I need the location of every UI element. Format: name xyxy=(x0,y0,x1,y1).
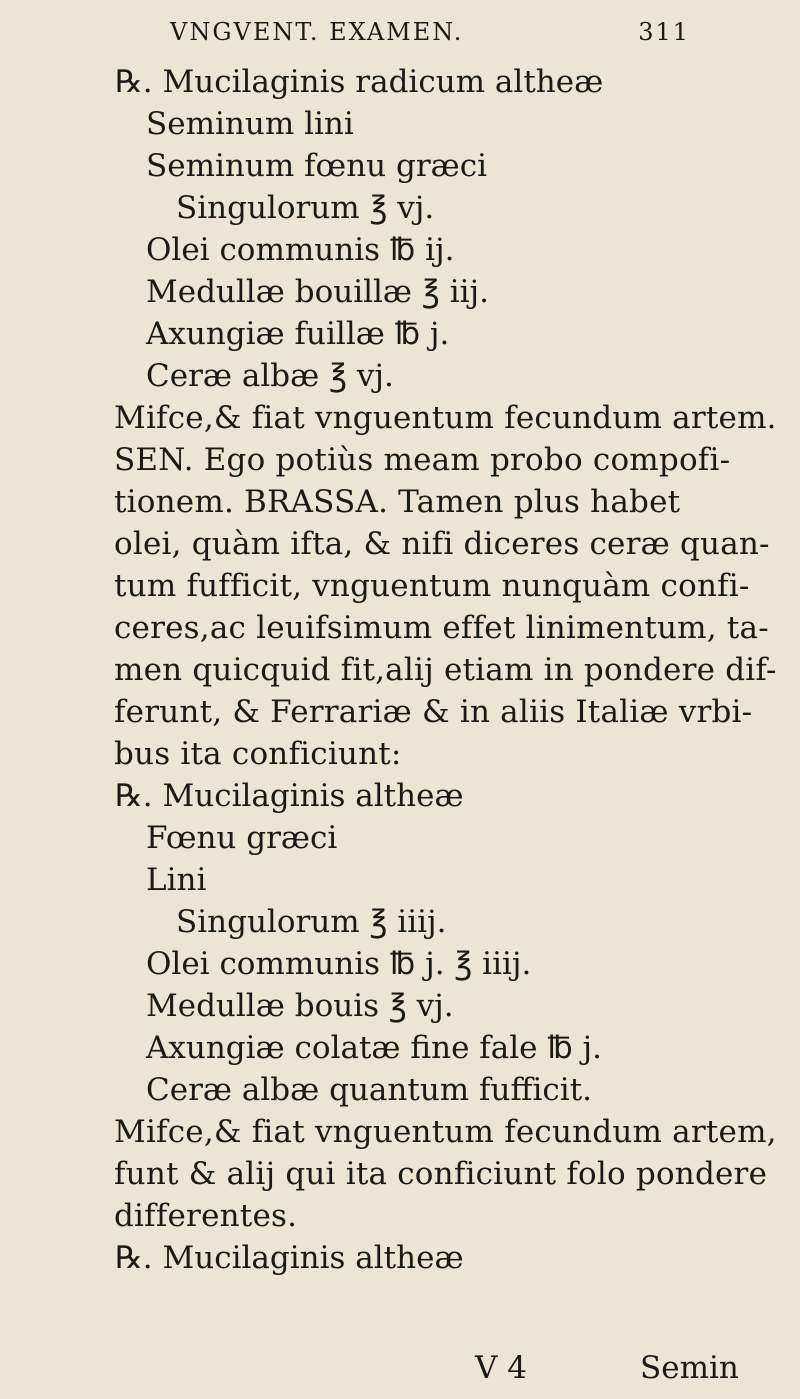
text-line: Medullæ bouis ℥ vj. xyxy=(146,988,454,1024)
text-line: differentes. xyxy=(114,1198,298,1234)
text-line: ℞. Mucilaginis altheæ xyxy=(115,778,464,814)
text-line: tionem. BRASSA. Tamen plus habet xyxy=(114,484,681,520)
text-line: ferunt, & Ferrariæ & in aliis Italiæ vrbi- xyxy=(114,694,753,730)
text-line: bus ita conficiunt: xyxy=(114,736,402,772)
text-line: Singulorum ℥ iiij. xyxy=(176,904,447,940)
text-line: Axungiæ fuillæ ℔ j. xyxy=(146,316,450,352)
running-title: VNGVENT. EXAMEN. xyxy=(170,18,464,46)
text-line: Fœnu græci xyxy=(146,820,338,856)
text-line: Olei communis ℔ j. ℥ iiij. xyxy=(146,946,532,982)
text-line: Ceræ albæ quantum fufficit. xyxy=(146,1072,593,1108)
text-line: Mifce,& fiat vnguentum fecundum artem, xyxy=(114,1114,777,1150)
text-line: Seminum fœnu græci xyxy=(146,148,488,184)
text-line: ceres,ac leuifsimum effet linimentum, ta- xyxy=(114,610,769,646)
text-line: ℞. Mucilaginis radicum altheæ xyxy=(115,64,604,100)
running-header xyxy=(170,18,690,46)
text-line: ℞. Mucilaginis altheæ xyxy=(115,1240,464,1276)
text-line: Olei communis ℔ ij. xyxy=(146,232,455,268)
signature-mark: V 4 xyxy=(475,1350,527,1386)
text-line: Singulorum ℥ vj. xyxy=(176,190,435,226)
text-line: olei, quàm ifta, & nifi diceres ceræ quan- xyxy=(114,526,770,562)
text-line: Ceræ albæ ℥ vj. xyxy=(146,358,394,394)
text-line: SEN. Ego potiùs meam probo compofi- xyxy=(114,442,731,478)
text-line: Axungiæ colatæ fine fale ℔ j. xyxy=(146,1030,603,1066)
catchword: Semin xyxy=(640,1350,739,1386)
text-line: men quicquid fit,alij etiam in pondere dif- xyxy=(114,652,777,688)
text-line: Mifce,& fiat vnguentum fecundum artem. xyxy=(114,400,777,436)
page-number: 311 xyxy=(638,18,690,46)
text-line: Seminum lini xyxy=(146,106,354,142)
text-line: Medullæ bouillæ ℥ iij. xyxy=(146,274,489,310)
text-line: Lini xyxy=(146,862,207,898)
text-line: tum fufficit, vnguentum nunquàm confi- xyxy=(114,568,750,604)
text-line: funt & alij qui ita conficiunt folo pondere xyxy=(114,1156,768,1192)
